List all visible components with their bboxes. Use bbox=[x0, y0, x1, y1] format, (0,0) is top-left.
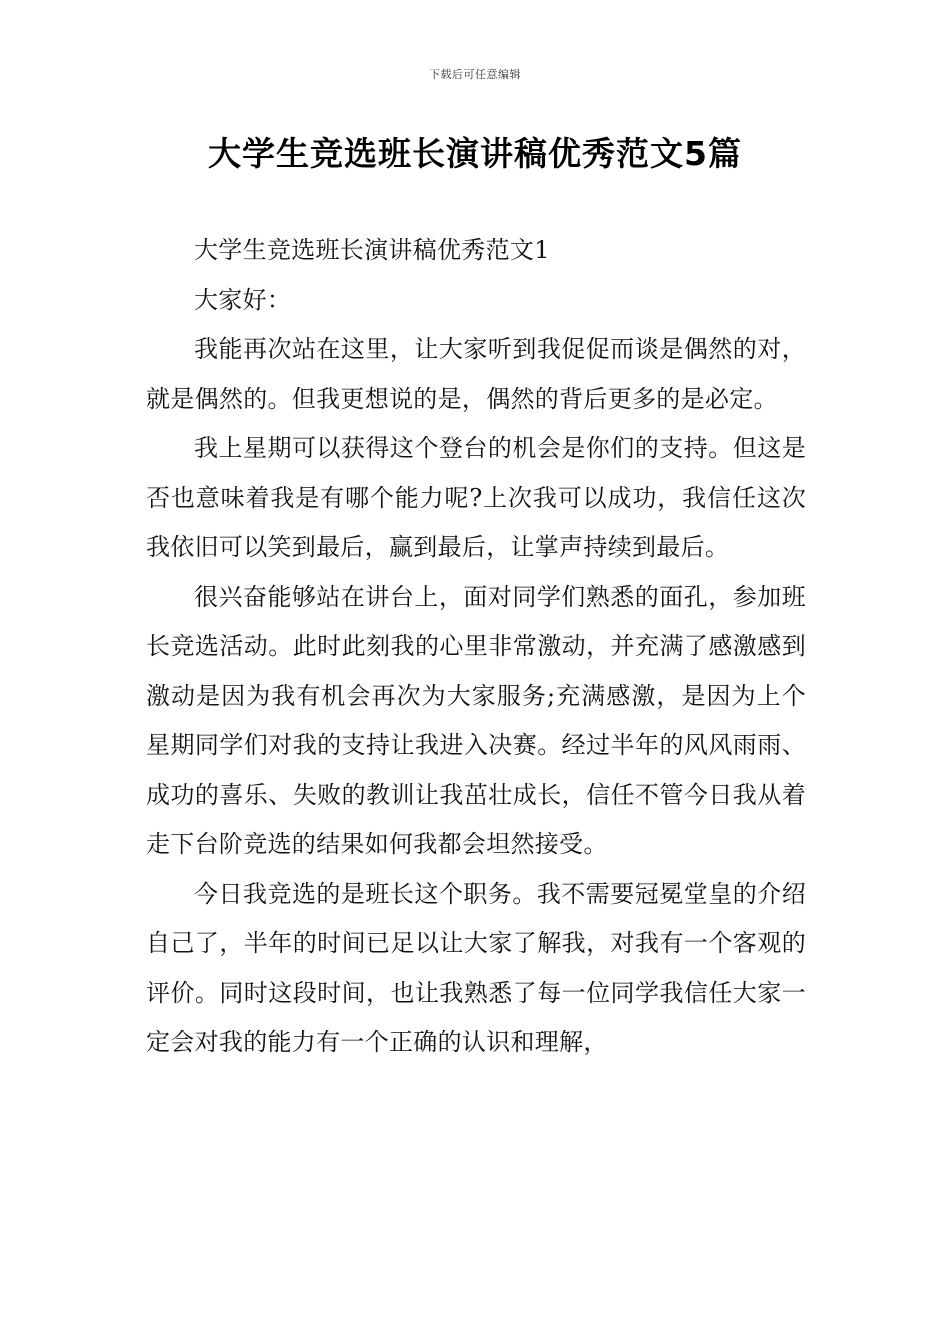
greeting-paragraph: 大家好： bbox=[194, 285, 292, 314]
body-paragraph: 我上星期可以获得这个登台的机会是你们的支持。但这是否也意味着我是有哪个能力呢?上次我可以成功，我信任这次我依旧可以笑到最后，赢到最后，让掌声持续到最后。 bbox=[146, 434, 806, 561]
section-heading: 大学生竞选班长演讲稿优秀范文1 bbox=[194, 236, 550, 264]
body-paragraph: 很兴奋能够站在讲台上，面对同学们熟悉的面孔，参加班长竞选活动。此时此刻我的心里非常激动，并充满了感激感到激动是因为我有机会再次为大家服务;充满感激，是因为上个星期同学们对我的支持让我进入决赛。经过半年的风风雨雨、成功的喜乐、失败的教训让我茁壮成长，信任不管今日我从着走下台阶竞选的结果如何我都会坦然接受。 bbox=[146, 582, 806, 858]
document-title: 大学生竞选班长演讲稿优秀范文5篇 bbox=[208, 134, 742, 173]
body-paragraph: 今日我竞选的是班长这个职务。我不需要冠冕堂皇的介绍自己了，半年的时间已足以让大家了解我，对我有一个客观的评价。同时这段时间，也让我熟悉了每一位同学我信任大家一定会对我的能力有一个正确的认识和理解， bbox=[146, 879, 806, 1056]
header-note: 下载后可任意编辑 bbox=[429, 68, 521, 81]
body-paragraph: 我能再次站在这里，让大家听到我促促而谈是偶然的对，就是偶然的。但我更想说的是，偶然的背后更多的是必定。 bbox=[146, 335, 806, 413]
document-body bbox=[146, 226, 806, 1068]
